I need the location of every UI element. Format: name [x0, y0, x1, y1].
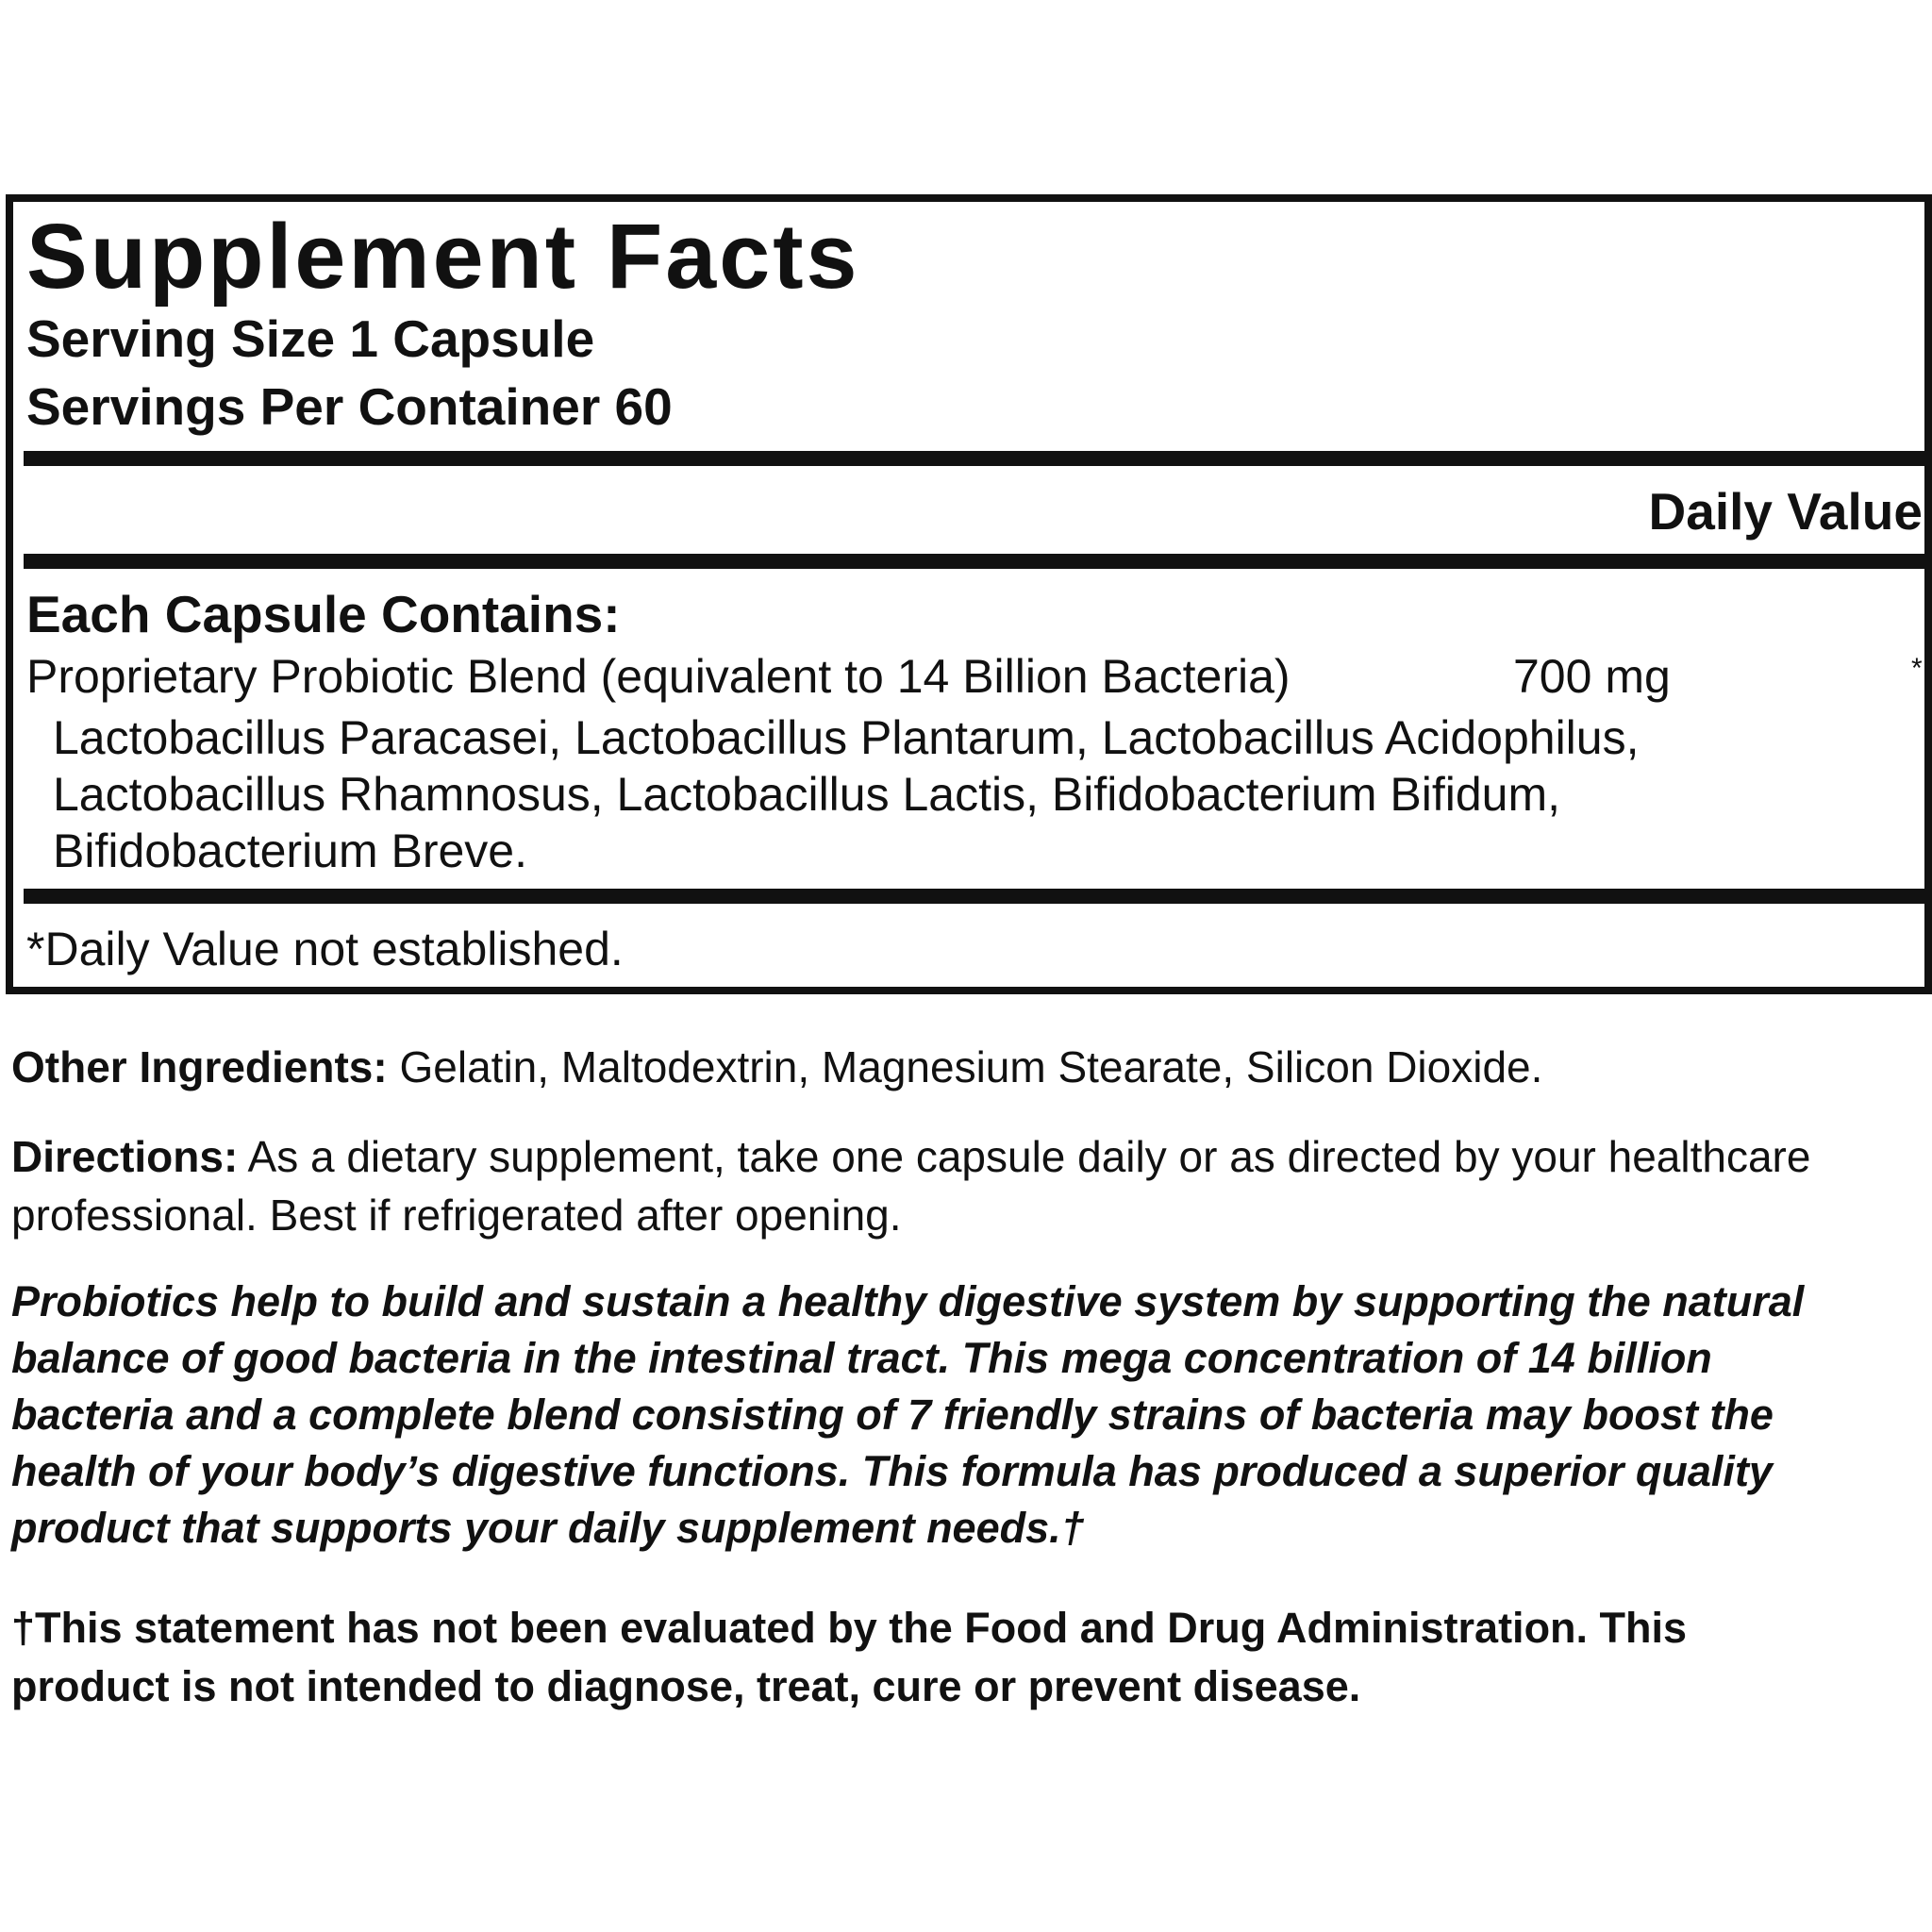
description-line: Probiotics help to build and sustain a healthy digestive system by supporting the natural	[11, 1277, 1805, 1325]
other-ingredients-label: Other Ingredients:	[11, 1042, 388, 1091]
daily-value-header: Daily Value	[1648, 482, 1923, 541]
thick-divider	[24, 554, 1924, 569]
directions-label: Directions:	[11, 1132, 239, 1181]
description-line: bacteria and a complete blend consisting of 7 friendly strains of bacteria may boost the	[11, 1391, 1774, 1439]
serving-size: Serving Size 1 Capsule	[26, 309, 595, 368]
daily-value-marker: *	[1911, 653, 1923, 684]
other-ingredients-text: Gelatin, Maltodextrin, Magnesium Stearate, Silicon Dioxide.	[387, 1042, 1543, 1091]
daily-value-footnote: *Daily Value not established.	[26, 923, 624, 975]
description-line: product that supports your daily supplement needs.†	[11, 1504, 1085, 1552]
fda-disclaimer	[11, 1599, 1928, 1716]
directions-text: As a dietary supplement, take one capsule daily or as directed by your healthcare professional. Best if refrigerated after opening.	[11, 1132, 1811, 1240]
thick-divider	[24, 889, 1924, 904]
strain-line: Bifidobacterium Breve.	[53, 824, 528, 877]
product-description	[11, 1274, 1928, 1557]
disclaimer-line: product is not intended to diagnose, treat, cure or prevent disease.	[11, 1662, 1361, 1710]
blend-amount: 700 mg	[1513, 650, 1671, 703]
supplement-facts-title: Supplement Facts	[26, 205, 860, 308]
description-line: balance of good bacteria in the intestinal tract. This mega concentration of 14 billion	[11, 1334, 1712, 1382]
probiotic-strains	[53, 709, 1845, 879]
blend-name: Proprietary Probiotic Blend (equivalent to 14 Billion Bacteria)	[26, 650, 1291, 703]
strain-line: Lactobacillus Rhamnosus, Lactobacillus Lactis, Bifidobacterium Bifidum,	[53, 768, 1560, 821]
supplement-facts-panel	[6, 194, 1932, 994]
other-ingredients	[11, 1038, 1921, 1096]
servings-per-container: Servings Per Container 60	[26, 377, 673, 436]
capsule-contents-heading: Each Capsule Contains:	[26, 585, 621, 643]
description-line: health of your body’s digestive functions. This formula has produced a superior quality	[11, 1447, 1773, 1495]
strain-line: Lactobacillus Paracasei, Lactobacillus Plantarum, Lactobacillus Acidophilus,	[53, 711, 1640, 764]
thick-divider	[24, 451, 1924, 466]
disclaimer-line: †This statement has not been evaluated by the Food and Drug Administration. This	[11, 1604, 1688, 1652]
directions	[11, 1127, 1921, 1244]
